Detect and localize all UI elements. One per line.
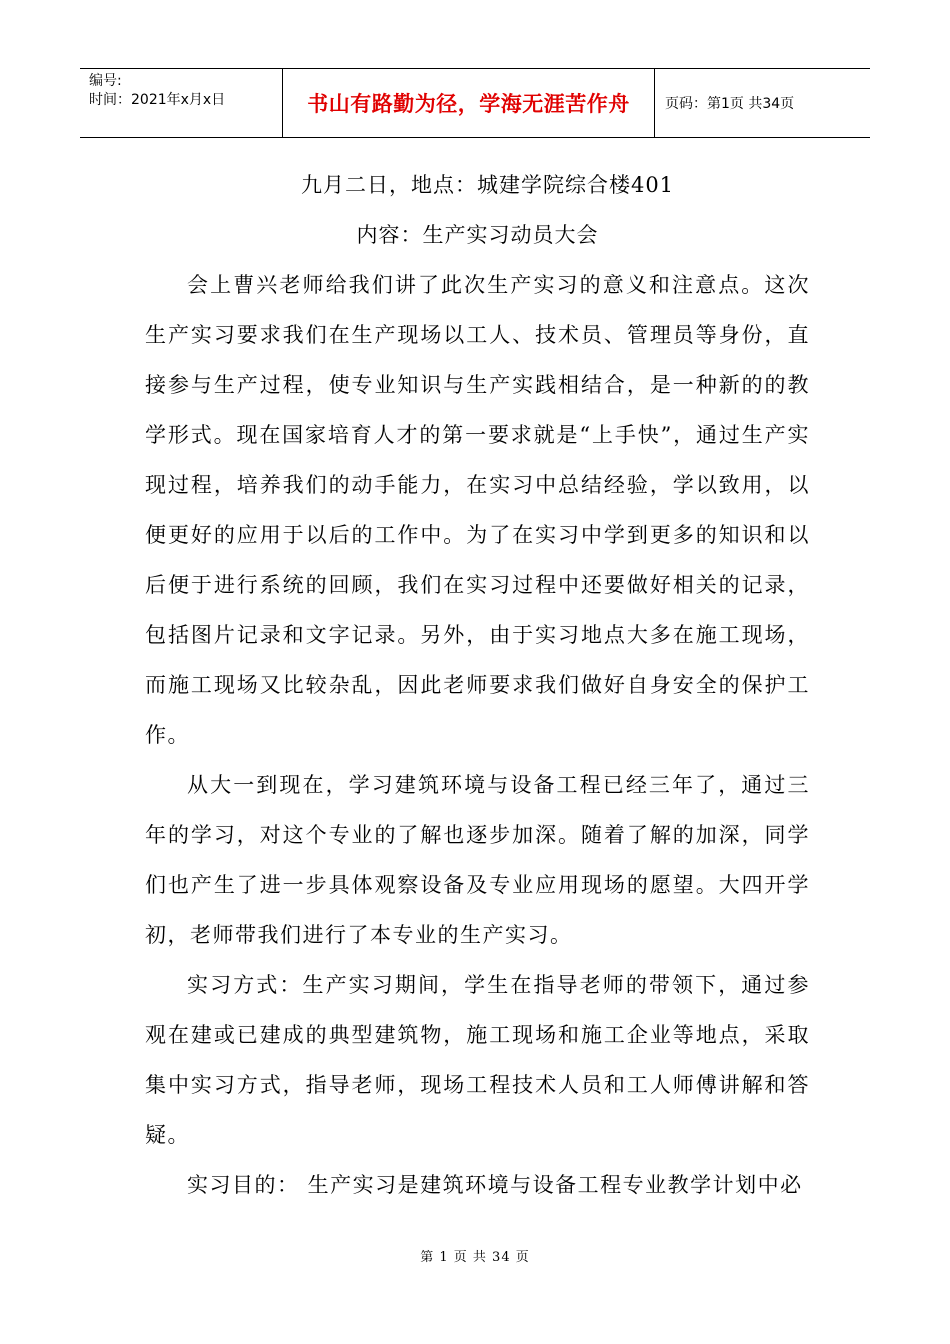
body-paragraph: 实习目的： 生产实习是建筑环境与设备工程专业教学计划中必: [187, 1173, 803, 1197]
header-page-cell: [655, 69, 870, 137]
page-footer: 第 1 页 共 34 页: [420, 1250, 530, 1265]
header-page-info: 页码：第1页 共34页: [665, 96, 795, 112]
document-body: [145, 160, 810, 1210]
document-number-label: 编号:: [89, 73, 122, 89]
header-motto-cell: [283, 69, 655, 137]
header-meta-cell: [80, 69, 283, 137]
body-paragraph: 会上曹兴老师给我们讲了此次生产实习的意义和注意点。这次生产实习要求我们在生产现场以工人、技术员、管理员等身份，直接参与生产过程，使专业知识与生产实践相结合，是一种新的的教学形式。现在国家培育人才的第一要求就是“上手快”，通过生产实现过程，培养我们的动手能力，在实习中总结经验，学以致用，以便更好的应用于以后的工作中。为了在实习中学到更多的知识和以后便于进行系统的回顾，我们在实习过程中还要做好相关的记录，包括图片记录和文字记录。另外，由于实习地点大多在施工现场，而施工现场又比较杂乱，因此老师要求我们做好自身安全的保护工作。: [145, 273, 810, 747]
document-time-label: 时间：2021年x月x日: [89, 92, 226, 108]
date-location-line: 九月二日，地点：城建学院综合楼401: [300, 173, 675, 197]
body-paragraph: 实习方式：生产实习期间，学生在指导老师的带领下，通过参观在建或已建成的典型建筑物，施工现场和施工企业等地点，采取集中实习方式，指导老师，现场工程技术人员和工人师傅讲解和答疑。: [145, 973, 810, 1147]
topic-line: 内容：生产实习动员大会: [356, 223, 599, 247]
body-paragraph: 从大一到现在，学习建筑环境与设备工程已经三年了，通过三年的学习，对这个专业的了解也逐步加深。随着了解的加深，同学们也产生了进一步具体观察设备及专业应用现场的愿望。大四开学初，老师带我们进行了本专业的生产实习。: [145, 773, 810, 947]
header-motto: 书山有路勤为径，学海无涯苦作舟: [307, 92, 630, 116]
document-header-table: [80, 68, 870, 138]
